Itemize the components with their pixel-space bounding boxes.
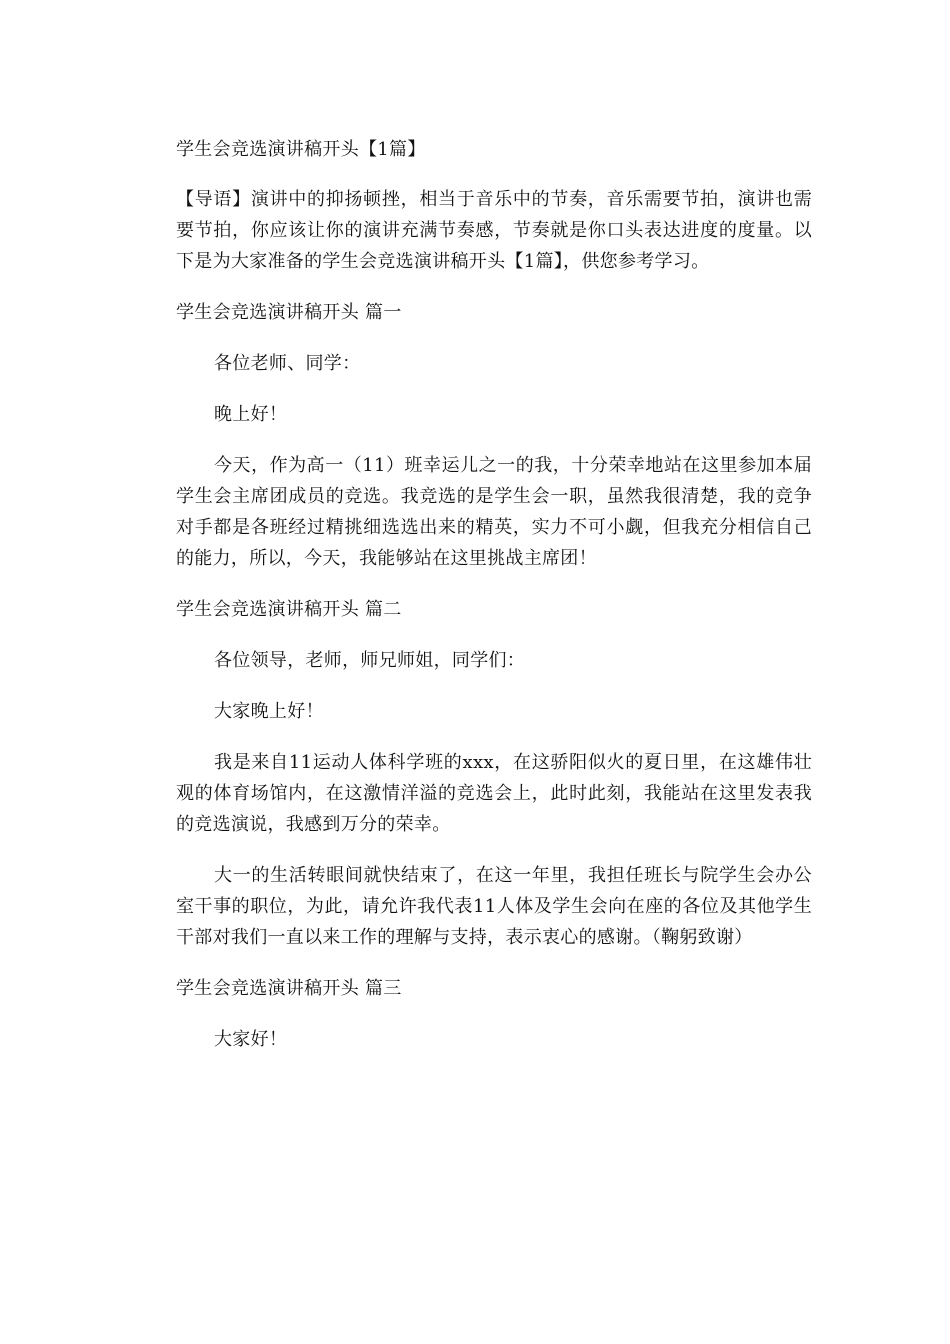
greeting-2: 大家晚上好！ [214,701,324,722]
section-heading-2: 学生会竞选演讲稿开头 篇二 [176,599,402,620]
section2-paragraph-1: 我是来自11运动人体科学班的xxx，在这骄阳似火的夏日里，在这雄伟壮观的体育场馆内，在这激情洋溢的竞选会上，此时此刻，我能站在这里发表我的竞选演说，我感到万分的荣幸。 [176,752,812,835]
section-heading-3: 学生会竞选演讲稿开头 篇三 [176,978,402,999]
document-body [176,134,812,1075]
section1-paragraph: 今天，作为高一（11）班幸运儿之一的我，十分荣幸地站在这里参加本届学生会主席团成员的竞选。我竞选的是学生会一职，虽然我很清楚，我的竞争对手都是各班经过精挑细选选出来的精英，实力不可小觑，但我充分相信自己的能力，所以，今天，我能够站在这里挑战主席团！ [176,455,812,569]
greeting-3: 大家好！ [214,1029,288,1050]
document-title: 学生会竞选演讲稿开头【1篇】 [176,139,426,160]
section2-paragraph-2: 大一的生活转眼间就快结束了，在这一年里，我担任班长与院学生会办公室干事的职位，为此，请允许我代表11人体及学生会向在座的各位及其他学生干部对我们一直以来工作的理解与支持，表示衷心的感谢。（鞠躬致谢） [176,865,812,948]
salutation-2: 各位领导，老师，师兄师姐，同学们： [214,650,526,671]
lead-paragraph: 【导语】演讲中的抑扬顿挫，相当于音乐中的节奏，音乐需要节拍，演讲也需要节拍，你应该让你的演讲充满节奏感，节奏就是你口头表达进度的度量。以下是为大家准备的学生会竞选演讲稿开头【1篇】，供您参考学习。 [176,189,812,272]
greeting-1: 晚上好！ [214,404,288,425]
section-heading-1: 学生会竞选演讲稿开头 篇一 [176,302,402,323]
salutation-1: 各位老师、同学： [214,353,361,374]
